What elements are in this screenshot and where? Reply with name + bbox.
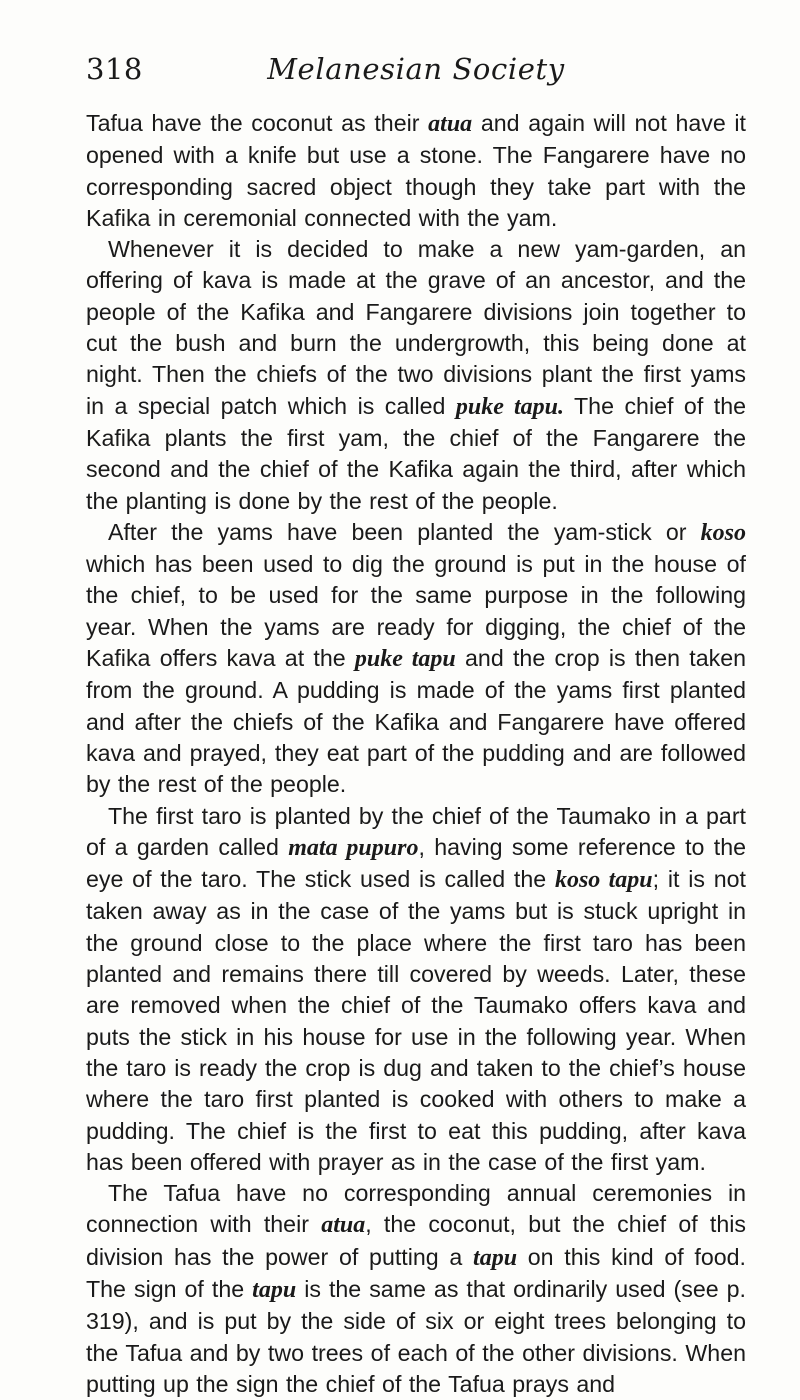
page-number: 318 xyxy=(86,52,143,86)
paragraph xyxy=(86,234,746,517)
paragraph xyxy=(86,517,746,801)
body-text xyxy=(86,108,746,1400)
italic-term: tapu xyxy=(252,1276,297,1303)
text-run: The chief of the Kafika plants the first yam, the chief of the Fangarere the second and the chief of the Kafika again the third, after which the planting is done by the rest of the people. xyxy=(86,392,746,514)
paragraph xyxy=(86,801,746,1179)
text-run: and again will not have it opened with a knife but use a stone. The Fangarere have no corresponding sacred object though they take part with the Kafika in ceremonial connected with the yam. xyxy=(86,110,747,231)
italic-term: koso xyxy=(700,519,746,546)
text-run: ; it is not taken away as in the case of the yams but is stuck upright in the ground close to the place where the first taro has been planted and remains there till covered by weeds. Later, these are removed when the chief of the Taumako offers kava and puts the stick in his house for use in the following year. When the taro is ready the crop is dug and taken to the chief’s house where the taro first planted is cooked with others to make a pudding. The chief is the first to eat this pudding, after kava has been offered with prayer as in the case of the first yam. xyxy=(86,866,747,1175)
italic-term: atua xyxy=(321,1212,366,1239)
paragraph xyxy=(86,108,746,234)
text-run: and the crop is then taken from the ground. A pudding is made of the yams first planted and after the chiefs of the Kafika and Fangarere have offered kava and prayed, they eat part of the pudding and are followed by the rest of the people. xyxy=(86,645,747,798)
text-run: which has been used to dig the ground is put in the house of the chief, to be used for the same purpose in the following year. When the yams are ready for digging, the chief of the Kafika offers kava at the xyxy=(86,551,746,672)
italic-term: koso tapu xyxy=(554,867,653,894)
text-run: After the yams have been planted the yam-stick or xyxy=(108,518,701,545)
italic-term: puke tapu xyxy=(354,646,456,673)
text-run: The first taro is planted by the chief of the Taumako in a part of a garden called xyxy=(86,802,746,860)
italic-term: mata pupuro xyxy=(288,834,419,861)
page-header xyxy=(86,52,746,92)
paragraph xyxy=(86,1178,746,1400)
text-run: Whenever it is decided to make a new yam-garden, an offering of kava is made at the grave of an ancestor, and the people of the Kafika and Fangarere divisions join together to cut the bush and burn the undergrowth, this being done at night. Then the chiefs of the two divisions plant the first yams in a special patch which is called xyxy=(86,236,746,419)
running-title: Melanesian Society xyxy=(267,52,565,86)
text-run: Tafua have the coconut as their xyxy=(86,110,429,136)
text-run: , the coconut, but the chief of this division has the power of putting a xyxy=(86,1211,746,1270)
italic-term: atua xyxy=(428,111,473,137)
text-run: The Tafua have no corresponding annual ceremonies in connection with their xyxy=(86,1180,746,1238)
italic-term: tapu xyxy=(473,1244,518,1271)
italic-term: puke tapu. xyxy=(455,393,564,420)
text-run: on this kind of food. The sign of the xyxy=(86,1243,746,1302)
text-run: is the same as that ordinarily used (see p. 319), and is put by the side of six or eight trees belonging to the Tafua and by two trees of each of the other divisions. When putting up the sign the chief of the Tafua prays and xyxy=(86,1275,746,1397)
text-run: , having some reference to the eye of the taro. The stick used is called the xyxy=(86,833,746,893)
